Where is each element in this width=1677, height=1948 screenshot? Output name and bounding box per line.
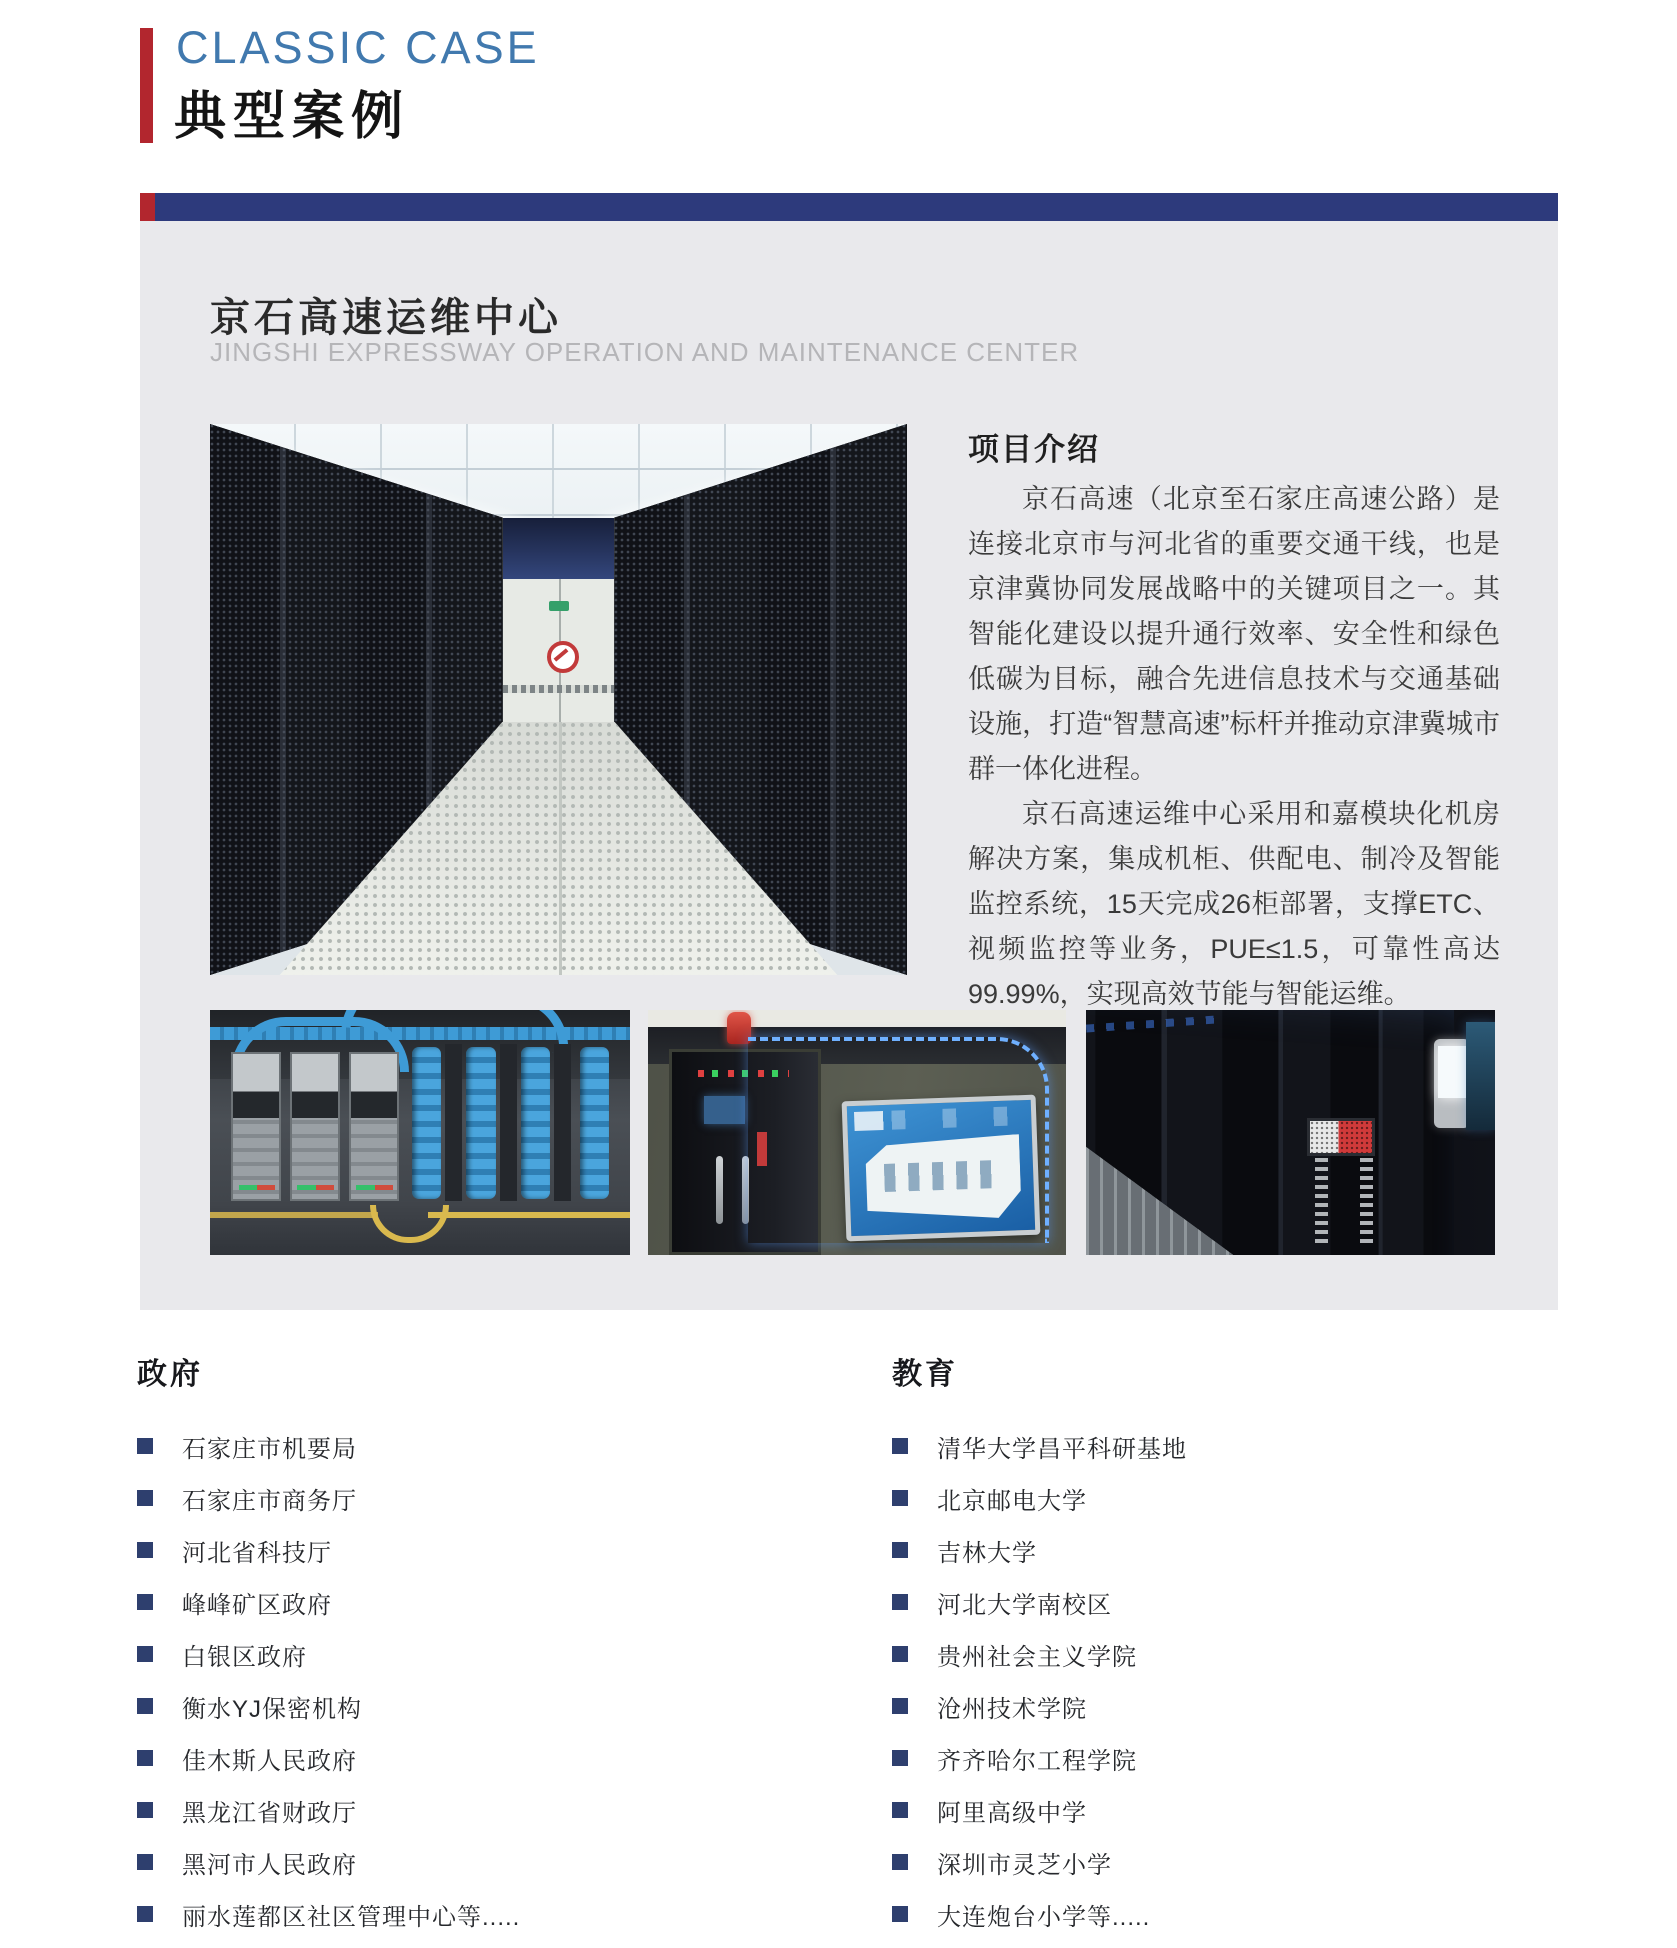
blue-transom	[503, 518, 615, 580]
list-item	[892, 1472, 1532, 1524]
bullet-square-icon	[892, 1906, 908, 1922]
government-items	[137, 1420, 777, 1940]
yellow-fiber-cable	[428, 1212, 630, 1218]
side-display-edge	[1466, 1022, 1495, 1130]
list-item	[892, 1784, 1532, 1836]
photo-server-rack-row	[1086, 1010, 1495, 1255]
list-item	[892, 1576, 1532, 1628]
yellow-fiber-cable	[210, 1212, 378, 1218]
client-name: 衡水YJ保密机构	[182, 1695, 363, 1723]
list-item	[892, 1888, 1532, 1940]
bullet-square-icon	[892, 1698, 908, 1714]
list-item	[137, 1732, 777, 1784]
client-name: 贵州社会主义学院	[937, 1643, 1137, 1671]
list-item	[137, 1628, 777, 1680]
client-name: 白银区政府	[182, 1643, 307, 1671]
bullet-square-icon	[892, 1802, 908, 1818]
client-name: 黑龙江省财政厅	[182, 1799, 357, 1827]
client-name: 河北省科技厅	[182, 1539, 332, 1567]
client-name: 齐齐哈尔工程学院	[937, 1747, 1137, 1775]
list-heading-education: 教育	[892, 1358, 958, 1391]
bullet-square-icon	[137, 1906, 153, 1922]
list-item	[892, 1420, 1532, 1472]
list-item	[137, 1680, 777, 1732]
blue-cable-bundle	[580, 1047, 609, 1199]
client-name: 石家庄市机要局	[182, 1435, 357, 1463]
bullet-square-icon	[137, 1802, 153, 1818]
bullet-square-icon	[137, 1490, 153, 1506]
bullet-square-icon	[892, 1646, 908, 1662]
client-name: 丽水莲都区社区管理中心等.....	[182, 1903, 521, 1931]
intro-text	[968, 477, 1500, 1017]
rack-panel	[500, 1044, 517, 1201]
education-items	[892, 1420, 1532, 1940]
access-control-panel	[1434, 1039, 1471, 1127]
divider-bar	[140, 193, 1558, 224]
list-item	[137, 1784, 777, 1836]
photo-monitoring-screen-door	[648, 1010, 1066, 1255]
client-name: 大连炮台小学等.....	[937, 1903, 1151, 1931]
blue-cable-bundle	[466, 1047, 495, 1199]
cable-dot-strip	[1360, 1157, 1373, 1243]
client-list-education	[892, 1356, 1532, 1940]
client-name: 佳木斯人民政府	[182, 1747, 357, 1775]
client-name: 吉林大学	[937, 1539, 1037, 1567]
bullet-square-icon	[892, 1438, 908, 1454]
header-red-accent-bar	[140, 28, 153, 143]
list-item	[892, 1680, 1532, 1732]
photo-datacenter-cold-aisle	[210, 424, 907, 975]
list-item	[892, 1836, 1532, 1888]
client-name: 河北大学南校区	[937, 1591, 1112, 1619]
bullet-square-icon	[137, 1698, 153, 1714]
bullet-square-icon	[137, 1646, 153, 1662]
client-name: 深圳市灵芝小学	[937, 1851, 1112, 1879]
rack-panel	[445, 1044, 462, 1201]
bullet-square-icon	[137, 1750, 153, 1766]
intro-heading: 项目介绍	[968, 432, 1100, 467]
list-item	[137, 1472, 777, 1524]
bullet-square-icon	[892, 1542, 908, 1558]
no-entry-sign-icon	[547, 641, 579, 673]
cable-dot-strip	[1315, 1157, 1328, 1243]
case-title: 京石高速运维中心	[210, 296, 562, 340]
client-name: 黑河市人民政府	[182, 1851, 357, 1879]
list-item	[137, 1888, 777, 1940]
bullet-square-icon	[892, 1490, 908, 1506]
client-name: 北京邮电大学	[937, 1487, 1087, 1515]
list-item	[137, 1524, 777, 1576]
ceiling-strip	[648, 1010, 1066, 1027]
bullet-square-icon	[892, 1750, 908, 1766]
bullet-square-icon	[892, 1594, 908, 1610]
client-name: 石家庄市商务厅	[182, 1487, 357, 1515]
rack-panel	[554, 1044, 571, 1201]
bullet-square-icon	[137, 1438, 153, 1454]
client-name: 阿里高级中学	[937, 1799, 1087, 1827]
equipment-rack	[349, 1052, 399, 1201]
door-handle	[716, 1156, 723, 1224]
bullet-square-icon	[892, 1854, 908, 1870]
bullet-square-icon	[137, 1594, 153, 1610]
list-item	[137, 1420, 777, 1472]
red-white-indicator-panel	[1307, 1118, 1375, 1156]
bullet-square-icon	[137, 1542, 153, 1558]
section-title-zh: 典型案例	[174, 88, 411, 146]
intro-paragraph-2: 京石高速运维中心采用和嘉模块化机房解决方案，集成机柜、供配电、制冷及智能监控系统，15天完成26柜部署，支撑ETC、视频监控等业务，PUE≤1.5，可靠性高达99.99%，实现高效节能与智能运维。	[968, 799, 1500, 1009]
case-subtitle: JINGSHI EXPRESSWAY OPERATION AND MAINTENANCE CENTER	[210, 337, 1080, 367]
photo-network-cabling-racks	[210, 1010, 630, 1255]
door-rail	[503, 685, 615, 693]
small-door-screen	[704, 1096, 745, 1124]
list-item	[892, 1524, 1532, 1576]
blue-cable-bundle	[412, 1047, 441, 1199]
exit-sign-icon	[549, 601, 569, 611]
section-title-en: CLASSIC CASE	[176, 22, 540, 73]
client-name: 清华大学昌平科研基地	[937, 1435, 1187, 1463]
equipment-rack	[290, 1052, 340, 1201]
floor-seam	[559, 722, 562, 975]
bullet-square-icon	[137, 1854, 153, 1870]
equipment-rack	[231, 1052, 281, 1201]
client-name: 峰峰矿区政府	[182, 1591, 332, 1619]
list-item	[137, 1576, 777, 1628]
list-item	[892, 1732, 1532, 1784]
intro-paragraph-1: 京石高速（北京至石家庄高速公路）是连接北京市与河北省的重要交通干线，也是京津冀协同发展战略中的关键项目之一。其智能化建设以提升通行效率、安全性和绿色低碳为目标，融合先进信息技术与交通基础设施，打造“智慧高速”标杆并推动京津冀城市群一体化进程。	[968, 484, 1500, 784]
list-item	[892, 1628, 1532, 1680]
client-name: 沧州技术学院	[937, 1695, 1087, 1723]
list-item	[137, 1836, 777, 1888]
blue-cable-bundle	[521, 1047, 550, 1199]
client-list-government	[137, 1356, 777, 1940]
list-heading-government: 政府	[137, 1358, 203, 1391]
blue-led-strip	[748, 1037, 1049, 1243]
